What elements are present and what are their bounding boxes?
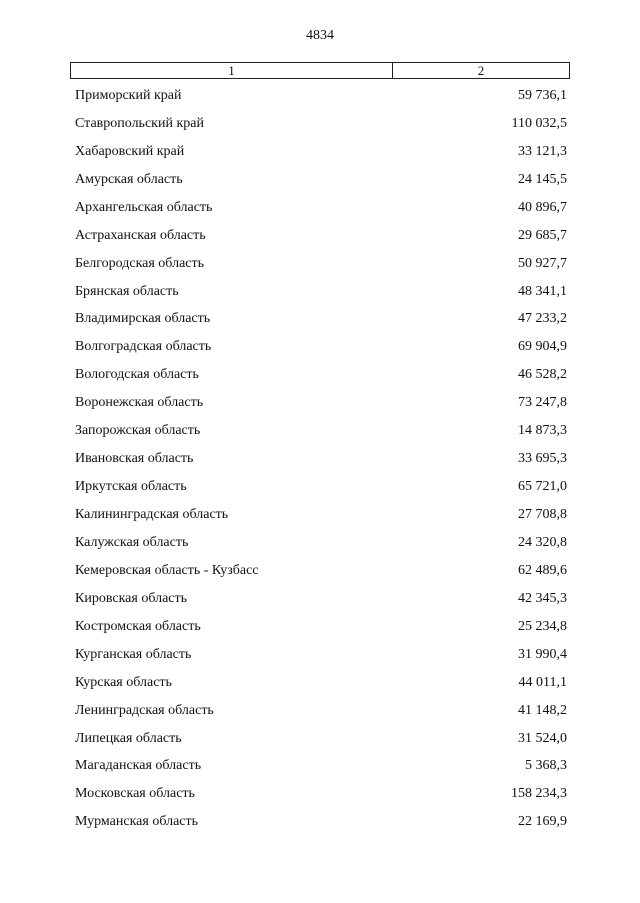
region-value: 33 695,3 (518, 451, 567, 467)
region-value: 48 341,1 (518, 283, 567, 299)
region-name: Приморский край (75, 87, 182, 103)
region-value: 44 011,1 (518, 674, 567, 690)
region-value: 22 169,9 (518, 814, 567, 830)
page-number: 4834 (306, 28, 334, 43)
table-row (75, 110, 567, 138)
table-row (75, 138, 567, 166)
table-row (75, 361, 567, 389)
table-row (75, 501, 567, 529)
region-value: 110 032,5 (511, 115, 567, 131)
region-name: Курская область (75, 674, 172, 690)
region-value: 50 927,7 (518, 255, 567, 271)
region-name: Хабаровский край (75, 143, 185, 159)
table-row (75, 306, 567, 334)
region-value: 40 896,7 (518, 199, 567, 215)
region-value: 41 148,2 (518, 702, 567, 718)
region-name: Волгоградская область (75, 339, 212, 355)
region-name: Курганская область (75, 646, 192, 662)
region-name: Липецкая область (75, 730, 182, 746)
table-row (75, 445, 567, 473)
region-name: Ставропольский край (75, 115, 204, 131)
table-row (75, 166, 567, 194)
region-name: Запорожская область (75, 423, 201, 439)
table-row (75, 585, 567, 613)
region-value: 25 234,8 (518, 618, 567, 634)
table-row (75, 417, 567, 445)
region-value: 158 234,3 (511, 786, 567, 802)
table-row (75, 278, 567, 306)
region-name: Калужская область (75, 534, 189, 550)
region-name: Астраханская область (75, 227, 206, 243)
header-column-2: 2 (477, 63, 485, 78)
region-name: Калининградская область (75, 507, 229, 523)
region-value: 65 721,0 (518, 479, 567, 495)
table-body (75, 82, 567, 836)
region-value: 24 145,5 (518, 171, 567, 187)
table-row (75, 557, 567, 585)
region-name: Московская область (75, 786, 195, 802)
region-name: Кировская область (75, 590, 188, 606)
region-name: Мурманская область (75, 814, 199, 830)
region-name: Белгородская область (75, 255, 205, 271)
region-name: Архангельская область (75, 199, 213, 215)
region-value: 29 685,7 (518, 227, 567, 243)
header-column-1: 1 (71, 63, 393, 78)
table-row (75, 808, 567, 836)
region-value: 33 121,3 (518, 143, 567, 159)
region-name: Ивановская область (75, 451, 194, 467)
table-row (75, 250, 567, 278)
region-name: Иркутская область (75, 479, 187, 495)
region-value: 73 247,8 (518, 395, 567, 411)
table-row (75, 529, 567, 557)
table-row (75, 725, 567, 753)
table-header (70, 62, 570, 79)
region-value: 5 368,3 (525, 758, 567, 774)
region-name: Вологодская область (75, 367, 199, 383)
region-value: 27 708,8 (518, 507, 567, 523)
region-value: 31 524,0 (518, 730, 567, 746)
table-row (75, 333, 567, 361)
region-name: Брянская область (75, 283, 179, 299)
region-name: Магаданская область (75, 758, 202, 774)
table-row (75, 780, 567, 808)
region-value: 47 233,2 (518, 311, 567, 327)
region-value: 62 489,6 (518, 562, 567, 578)
table-row (75, 641, 567, 669)
region-value: 14 873,3 (518, 423, 567, 439)
region-value: 31 990,4 (518, 646, 567, 662)
table-row (75, 669, 567, 697)
region-name: Кемеровская область - Кузбасс (75, 562, 259, 578)
table-row (75, 753, 567, 781)
region-name: Ленинградская область (75, 702, 214, 718)
table-row (75, 82, 567, 110)
table-row (75, 473, 567, 501)
region-value: 42 345,3 (518, 590, 567, 606)
region-name: Воронежская область (75, 395, 204, 411)
region-name: Костромская область (75, 618, 201, 634)
region-value: 59 736,1 (518, 87, 567, 103)
table-row (75, 222, 567, 250)
table-row (75, 194, 567, 222)
table-row (75, 697, 567, 725)
region-value: 24 320,8 (518, 534, 567, 550)
region-value: 46 528,2 (518, 367, 567, 383)
table-row (75, 389, 567, 417)
region-name: Владимирская область (75, 311, 211, 327)
region-name: Амурская область (75, 171, 183, 187)
table-row (75, 613, 567, 641)
region-value: 69 904,9 (518, 339, 567, 355)
